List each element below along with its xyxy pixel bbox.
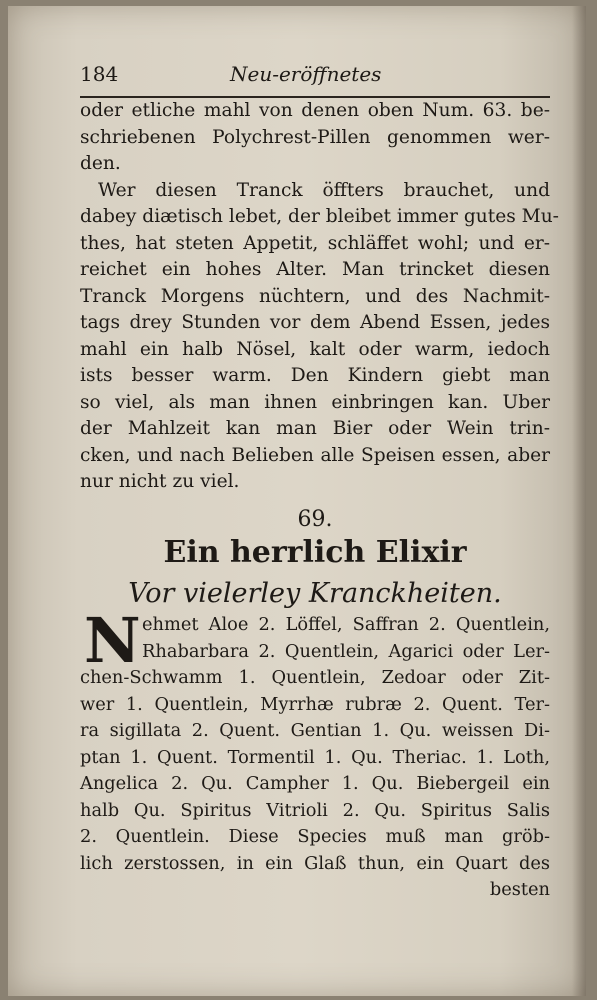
recipe-text: [80, 604, 550, 904]
recipe-line: chen-Schwamm 1. Quentlein, Zedoar oder Zit-: [80, 667, 550, 688]
drop-cap: N: [84, 604, 141, 677]
body-line: dabey diætisch lebet, der bleibet immer gutes Mu-: [80, 206, 559, 227]
recipe-line: 2. Quentlein. Diese Species muß man gröb-: [80, 826, 550, 847]
body-line: oder etliche mahl von denen oben Num. 63. be-: [80, 100, 550, 121]
body-line: reichet ein hohes Alter. Man trincket diesen: [80, 259, 550, 280]
recipe-line: lich zerstossen, in ein Glaß thun, ein Quart des: [80, 852, 550, 874]
body-line: mahl ein halb Nösel, kalt oder warm, iedoch: [80, 338, 550, 360]
section-number: 69.: [297, 507, 333, 532]
recipe-line: besten: [489, 879, 550, 900]
recipe-line: ra sigillata 2. Quent. Gentian 1. Qu. weissen Di-: [80, 720, 550, 741]
page-number: 184: [80, 62, 119, 86]
recipe-line: Rhabarbara 2. Quentlein, Agarici oder Ler-: [142, 640, 550, 662]
recipe-line: Angelica 2. Qu. Campher 1. Qu. Biebergeil ein: [80, 773, 550, 794]
running-head: Neu-eröffnetes: [230, 62, 382, 86]
body-line: cken, und nach Belieben alle Speisen essen, aber: [80, 444, 550, 466]
page-header: [80, 62, 550, 90]
body-text: [80, 98, 559, 496]
recipe-line: halb Qu. Spiritus Vitrioli 2. Qu. Spiritus Salis: [80, 799, 550, 821]
page-gutter-shadow: [572, 6, 586, 996]
body-line: thes, hat steten Appetit, schläffet wohl; und er-: [80, 232, 550, 254]
recipe-line: ptan 1. Quent. Tormentil 1. Qu. Theriac. 1. Loth,: [80, 746, 550, 768]
body-line: den.: [80, 153, 121, 174]
body-line: tags drey Stunden vor dem Abend Essen, jedes: [80, 312, 550, 333]
recipe-line: wer 1. Quentlein, Myrrhæ rubræ 2. Quent. Ter-: [80, 693, 550, 715]
section-subtitle: Vor vielerley Kranckheiten.: [128, 578, 502, 609]
body-line: schriebenen Polychrest-Pillen genommen wer-: [80, 126, 550, 148]
recipe-line: ehmet Aloe 2. Löffel, Saffran 2. Quentlein,: [142, 614, 550, 635]
body-line: nur nicht zu viel.: [80, 471, 240, 492]
section-title: Ein herrlich Elixir: [163, 535, 467, 570]
body-line: ists besser warm. Den Kindern giebt man: [80, 365, 550, 386]
body-line: so viel, als man ihnen einbringen kan. Uber: [80, 391, 550, 413]
body-line: Tranck Morgens nüchtern, und des Nachmit-: [80, 285, 550, 307]
body-line: der Mahlzeit kan man Bier oder Wein trin-: [80, 418, 550, 439]
body-line: Wer diesen Tranck öffters brauchet, und: [98, 179, 550, 201]
